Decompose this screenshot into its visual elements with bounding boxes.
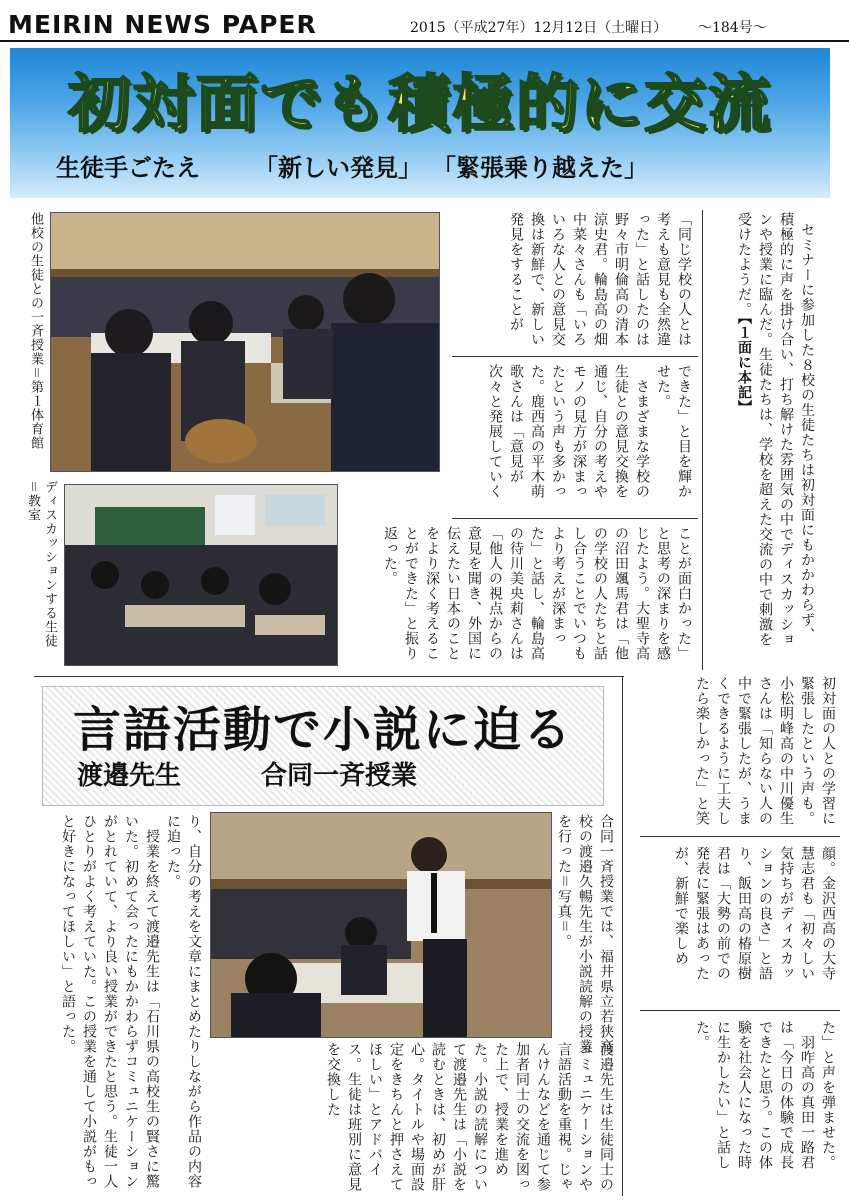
- article-divider: [34, 676, 624, 677]
- article1-column-right-2: 顔。金沢西高の大寺慧志君も「初々しい気持ちがディスカッションの良さ」と語り、飯田高の椿原樹君は「大勢の前での発表に緊張はあったが、新鮮で楽しめ: [673, 846, 836, 981]
- column-divider: [640, 836, 840, 837]
- subhead-quote-1: 「新しい発見」: [254, 154, 422, 182]
- article1-column-right-3: た」と声を弾ませた。 羽咋高の真田一路君は「今日の体験で成長できたと思う。この体験を社会人になった時に生かしたい」と話した。: [694, 1020, 836, 1170]
- article1-intro-text: セミナーに参加した８校の生徒たちは初対面にもかかわらず、積極的に声を掛け合い、打ち解けた雰囲気の中でディスカッションや授業に臨んだ。生徒たちは、学校を超えた交流の中で刺激を受けたようだ。: [736, 212, 815, 647]
- column-divider: [452, 356, 698, 357]
- article-divider: [622, 676, 623, 1196]
- article1-column-intro: [712, 212, 838, 652]
- column-divider: [640, 1010, 840, 1011]
- subhead-label: 生徒手ごたえ: [56, 154, 200, 182]
- article2-headline-band: [42, 686, 604, 806]
- photo-gym-discussion: [50, 212, 440, 472]
- photo-teacher-lesson: [210, 812, 552, 1038]
- subhead-class: 合同一斉授業: [261, 761, 418, 791]
- article1-headline: 初対面でも積極的に交流: [67, 67, 772, 140]
- article2-column-intro: 合同一斉授業では、福井県立若狭高校の渡邉久暢先生が小説読解の授業を行った＝写真＝。: [556, 814, 614, 1054]
- photo-classroom-discussion: [64, 484, 338, 666]
- article2-subheadline: [77, 755, 417, 792]
- issue-info: [410, 17, 767, 37]
- article1-intro-ref: 【１面に本記】: [736, 317, 752, 415]
- newspaper-name: MEIRIN NEWS PAPER: [8, 10, 317, 39]
- subhead-quote-2: 「緊張乗り越えた」: [432, 154, 648, 182]
- headline-banner: [10, 48, 830, 198]
- article1-column-2b: できた」と目を輝かせた。 さまざまな学校の生徒との意見交換を通じ、自分の考えやモノの見方が深まったという声も多かった。鹿西高の平木萌歌さんは「意見が次々と発展していく: [487, 364, 692, 499]
- article1-column-right-1: 初対面の人との学習に緊張したという声も。小松明峰高の中川優生さんは「知らない人の中で緊張したが、うまくできるように工夫したら楽しかった」と笑: [694, 676, 836, 826]
- article2-headline: 言語活動で小説に迫る: [72, 702, 573, 758]
- article2-column-3: り、自分の考えを文章にまとめたりしながら作品の内容に迫った。 授業を終えて渡邉先生は「石川県の高校生の賢さに驚いた。初めて会ったにもかかわらずコミュニケーションがとれていて、より良い授業ができたと思う。生徒一人ひとりがよく考えていた。この授業を通して小説がもっと好きになってほしい」と語った。: [60, 814, 202, 1189]
- subhead-teacher: 渡邉先生: [77, 761, 182, 791]
- article1-subheadline: [56, 148, 648, 183]
- column-divider: [702, 210, 703, 670]
- article2-column-2: 渡邉先生は生徒同士のコミュニケーションや言語活動を重視。じゃんけんなどを通じて参加者同士の交流を図った上で、授業を進めた。小説の読解について渡邉先生は「小説を読むときは、初めが肝心。タイトルや場面設定をきちんと押さえてほしい」とアドバイス。生徒は班別に意見を交換した: [325, 1042, 614, 1192]
- issue-number: ～184号～: [697, 20, 767, 36]
- article1-column-2a: 「同じ学校の人とは考えも意見も全然違った」と話したのは野々市明倫高の清本涼史君。輪島高の畑中菜々さんも「いろいろな人との意見交換は新鮮で、新しい発見をすることが: [508, 212, 692, 347]
- issue-date: 2015（平成27年）12月12日（土曜日）: [410, 20, 668, 36]
- article1-column-2c: ことが面白かった」と思考の深まりを感じたよう。大聖寺高の沼田颯馬君は「他の学校の人たちと話し合うことでいつもより考えが深まった」と話し、輪島高の待川美央莉さんは「他人の視点からの意見を聞き、外国に伝えたい日本のことをより深く考えることができた」と振り返った。: [382, 526, 692, 661]
- photo-caption-classroom: ディスカッションする生徒＝教室: [25, 480, 57, 648]
- column-divider: [452, 518, 698, 519]
- photo-caption-gym: 他校の生徒との一斉授業＝第１体育館: [28, 212, 43, 451]
- masthead-rule: [0, 40, 849, 42]
